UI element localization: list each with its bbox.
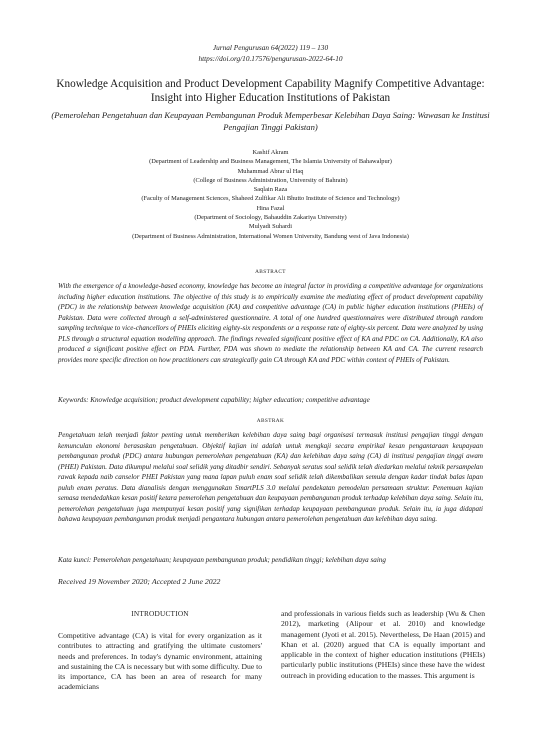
introduction-paragraph-continued: and professionals in various fields such as leadership (Wu & Chen 2012), marketing (Alipour et al. 2010) and knowledge management (Jyoti et al. 2015). Nevertheless, De Haan (2015) and Khan et al. (2020) argued that CA is equally important and applicable in the context of higher education institutions (PHEIs) particularly public institutions (PHEIs) since these have the widest outreach in providing education to the masses. This argument is <box>281 609 485 680</box>
paper-title: Knowledge Acquisition and Product Development Capability Magnify Competitive Advantage: Insight into Higher Education Institutions of Pakistan <box>56 78 485 104</box>
abstract-keywords: Keywords: Knowledge acquisition; product development capability; higher education; competitive advantage <box>58 396 370 404</box>
journal-citation: Jurnal Pengurusan 64(2022) 119 – 130 <box>212 43 329 52</box>
paper-subtitle: (Pemerolehan Pengetahuan dan Keupayaan Pembangunan Produk Memperbesar Kelebihan Daya Saing: Wawasan ke Institusi Pengajian Tinggi Pakistan) <box>51 110 490 132</box>
abstrak-body <box>58 430 483 525</box>
author-affiliation: (Department of Sociology, Bahauddin Zakariya University) <box>194 214 347 222</box>
author-list <box>20 148 521 241</box>
received-date: Received 19 November 2020; Accepted 2 June 2022 <box>58 577 221 586</box>
author-affiliation: (Faculty of Management Sciences, Shaheed Zulfikar Ali Bhutto Institute of Science and Technology) <box>141 195 400 203</box>
abstrak-keywords: Kata kunci: Pemerolehan pengetahuan; keupayaan pembangunan produk; pendidikan tinggi; kelebihan daya saing <box>58 556 386 564</box>
abstrak-heading: ABSTRAK <box>256 418 285 424</box>
journal-header <box>0 43 541 64</box>
author-affiliation: (Department of Leadership and Business Management, The Islamia University of Bahawalpur) <box>149 158 392 166</box>
author-affiliation: (Department of Business Administration, International Women University, Bandung west of Java Indonesia) <box>132 232 409 240</box>
author-name: Saqlain Raza <box>253 186 288 194</box>
doi-link[interactable]: https://doi.org/10.17576/pengurusan-2022-64-10 <box>198 53 343 63</box>
author-name: Muhammad Abrar ul Haq <box>237 167 304 175</box>
abstrak-text: Pengetahuan telah menjadi faktor penting untuk memberikan kelebihan daya saing bagi organisasi termasuk institusi pengajian tinggi dengan kemunculan ekonomi berasaskan pengetahuan. Objektif kajian ini adalah untuk mengkaji secara empirikal kesan pengantaraan keupayaan pembangunan produk (PDC) antara hubungan pemerolehan pengetahuan (KA) dan kelebihan daya saing (CA) di institusi pengajian tinggi awam (PHEI) Pakistan. Data dikumpul melalui soal selidik yang ditadbir sendiri. Sebanyak seratus soal selidik telah diedarkan melalui teknik persampelan rawak kepada naib canselor PHEI Pakistan yang mana lapan puluh enam soal selidik telah dikembalikan semula dengan kadar tindak balas lapan puluh enam peratus. Data dianalisis dengan menggunakan SmartPLS 3.0 melalui pendekatan pemodelan persamaan struktur. Penemuan kajian semasa mendedahkan kesan positif ketara pemerolehan pengetahuan dan keupayaan pembangunan produk terhadap kelebihan daya saing. Selain itu, pemerolehan pengetahuan juga mempunyai kesan positif yang signifikan terhadap keupayaan pembangunan produk. Selain itu, ia juga didapati bahawa keupayaan pembangunan produk menjadi pengantara hubungan antara pemerolehan pengetahuan dan kelebihan daya saing. <box>58 431 483 524</box>
body-column-left <box>58 631 262 693</box>
author-name: Mulyadi Suhardi <box>248 223 293 231</box>
author-name: Kashif Akram <box>252 149 289 156</box>
author-name: Hina Fazal <box>256 204 285 212</box>
author-affiliation: (College of Business Administration, University of Bahrain) <box>193 176 348 184</box>
introduction-paragraph: Competitive advantage (CA) is vital for every organization as it contributes to attracting and gratifying the ultimate customers' needs and preferences. In today's dynamic environment, attaining and sustaining the CA is necessary but with some difficulty. Due to its importance, CA has been an area of research for many academicians <box>58 631 262 692</box>
introduction-heading: INTRODUCTION <box>131 609 189 618</box>
abstract-body <box>58 281 483 365</box>
body-column-right <box>281 609 485 681</box>
abstract-heading: ABSTRACT <box>255 269 286 275</box>
abstract-text: With the emergence of a knowledge-based economy, knowledge has become an integral factor in providing a competitive advantage for organizations including higher education institutions. The objective of this study is to empirically examine the mediating effect of product development capability (PDC) in the relationship between knowledge acquisition (KA) and competitive advantage (CA) in public higher education institutions (PHEIs) of Pakistan. Data were collected through a self-administered questionnaire. A total of one hundred questionnaires were distributed through random sampling technique to vice-chancellors of PHEIs eliciting eighty-six respondents or a response rate of eighty-six percent. Data were analyzed by using PLS through a structural equation modelling approach. The findings revealed significant positive effect of KA and PDC on CA. Additionally, KA also produced a significant positive effect on PDA. Further, PDA was shown to mediate the relationship between KA and CA. The current research provides more specific direction on how practitioners can strategically gain CA through KA and PDC within context of PHEIs of Pakistan. <box>58 282 484 364</box>
